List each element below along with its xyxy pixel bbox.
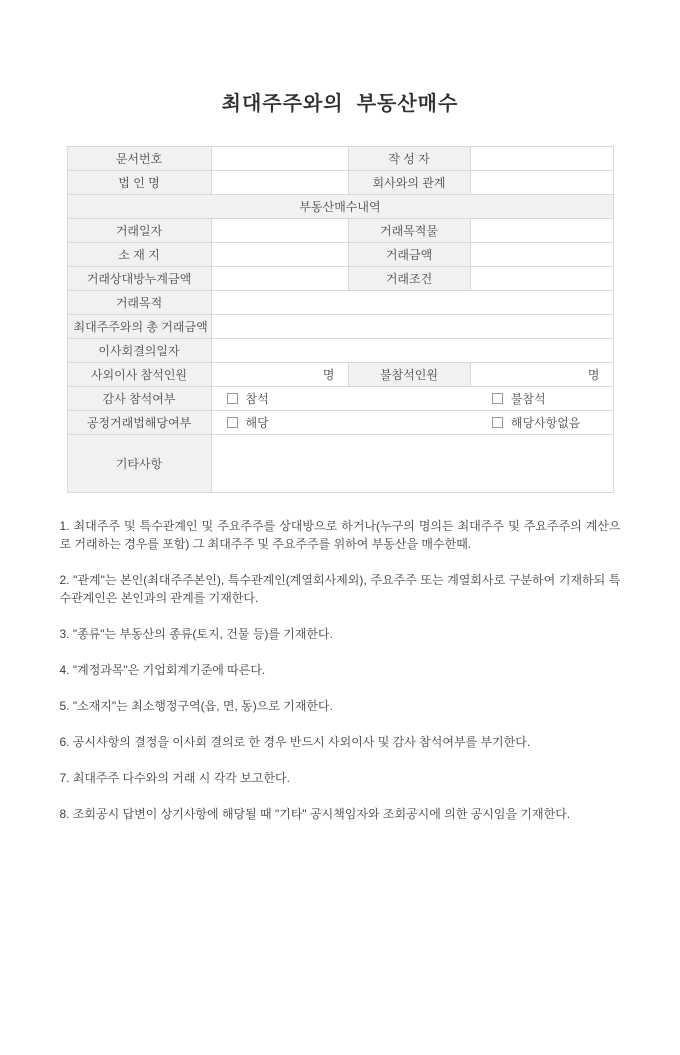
note-item-4: 4. "계정과목"은 기업회계기준에 따른다. [59,663,266,677]
field-label-corp-name: 법 인 명 [67,171,211,195]
checkbox-icon[interactable] [227,393,238,404]
table-row-trade-purpose [67,291,613,315]
checkbox-label-attend: 참석 [245,392,269,406]
field-value-trade-date [211,219,348,243]
field-label-trade-date: 거래일자 [67,219,211,243]
checkbox-option-attend[interactable] [227,390,489,407]
table-row-corp-name [67,171,613,195]
field-value-author [470,147,613,171]
unit-label-absence-count: 명 [470,363,613,387]
checkbox-label-not-applicable: 해당사항없음 [510,416,581,430]
note-item-6: 6. 공시사항의 결정을 이사회 결의로 한 경우 반드시 사외이사 및 감사 참석여부를 부기한다. [59,735,531,749]
field-label-company-relation: 회사와의 관계 [348,171,470,195]
field-label-total-amount: 최대주주와의 총 거래금액 [67,315,211,339]
notes-section [60,517,621,823]
field-label-author: 작 성 자 [348,147,470,171]
table-row-trade-date [67,219,613,243]
checkbox-label-applicable: 해당 [245,416,269,430]
field-value-etc [211,435,613,493]
note-item-3: 3. "종류"는 부동산의 종류(토지, 건물 등)를 기재한다. [59,627,333,641]
checkbox-icon[interactable] [492,393,503,404]
note-item-1: 1. 최대주주 및 특수관계인 및 주요주주를 상대방으로 하거나(누구의 명의든 최대주주 및 주요주주의 계산으로 거래하는 경우를 포함) 그 최대주주 및 주요주주를 위하여 부동산을 매수한때. [59,519,621,551]
field-value-trade-amount [470,243,613,267]
checkbox-icon[interactable] [227,417,238,428]
field-value-corp-name [211,171,348,195]
note-item-8: 8. 조회공시 답변이 상기사항에 해당될 때 "기타" 공시책임자와 조회공시에 의한 공시임을 기재한다. [59,807,571,821]
table-row-document-number [67,147,613,171]
field-label-outside-director-attendance: 사외이사 참석인원 [67,363,211,387]
field-label-absence: 불참석인원 [348,363,470,387]
page-root [0,93,680,1055]
field-label-doc-number: 문서번호 [67,147,211,171]
table-row-auditor-attendance [67,387,613,411]
table-row-etc [67,435,613,493]
section-header: 부동산매수내역 [67,195,613,219]
field-label-board-resolution-date: 이사회결의일자 [67,339,211,363]
field-value-board-resolution-date [211,339,613,363]
auditor-attendance-options [211,387,613,411]
checkbox-option-applicable[interactable] [227,414,489,431]
field-label-trade-purpose: 거래목적 [67,291,211,315]
field-value-company-relation [470,171,613,195]
checkbox-label-not-attend: 불참석 [510,392,546,406]
field-value-counterparty-cumulative [211,267,348,291]
table-row-cumulative [67,267,613,291]
table-row-section-header [67,195,613,219]
fairtrade-options [211,411,613,435]
field-value-trade-object [470,219,613,243]
checkbox-icon[interactable] [492,417,503,428]
field-label-counterparty-cumulative: 거래상대방누계금액 [67,267,211,291]
field-label-trade-amount: 거래금액 [348,243,470,267]
note-item-2: 2. "관계"는 본인(최대주주본인), 특수관계인(계열회사제외), 주요주주 또는 계열회사로 구분하여 기재하되 특수관계인은 본인과의 관계를 기재한다. [59,573,621,605]
table-row-board-resolution [67,339,613,363]
field-value-location [211,243,348,267]
field-label-auditor-attendance: 감사 참석여부 [67,387,211,411]
field-value-trade-purpose [211,291,613,315]
note-item-5: 5. "소재지"는 최소행정구역(읍, 면, 동)으로 기재한다. [59,699,333,713]
field-value-doc-number [211,147,348,171]
field-label-trade-terms: 거래조건 [348,267,470,291]
field-label-trade-object: 거래목적물 [348,219,470,243]
field-label-fairtrade-applicable: 공정거래법해당여부 [67,411,211,435]
page-title: 최대주주와의 부동산매수 [221,93,459,115]
note-item-7: 7. 최대주주 다수와의 거래 시 각각 보고한다. [59,771,290,785]
field-label-etc: 기타사항 [67,435,211,493]
field-value-total-amount [211,315,613,339]
field-value-trade-terms [470,267,613,291]
checkbox-option-not-attend[interactable] [492,390,546,407]
field-label-location: 소 재 지 [67,243,211,267]
checkbox-option-not-applicable[interactable] [492,414,581,431]
table-row-location [67,243,613,267]
table-row-fairtrade [67,411,613,435]
unit-label-attendance-count: 명 [211,363,348,387]
form-table [67,146,614,493]
table-row-total-amount [67,315,613,339]
table-row-attendance [67,363,613,387]
